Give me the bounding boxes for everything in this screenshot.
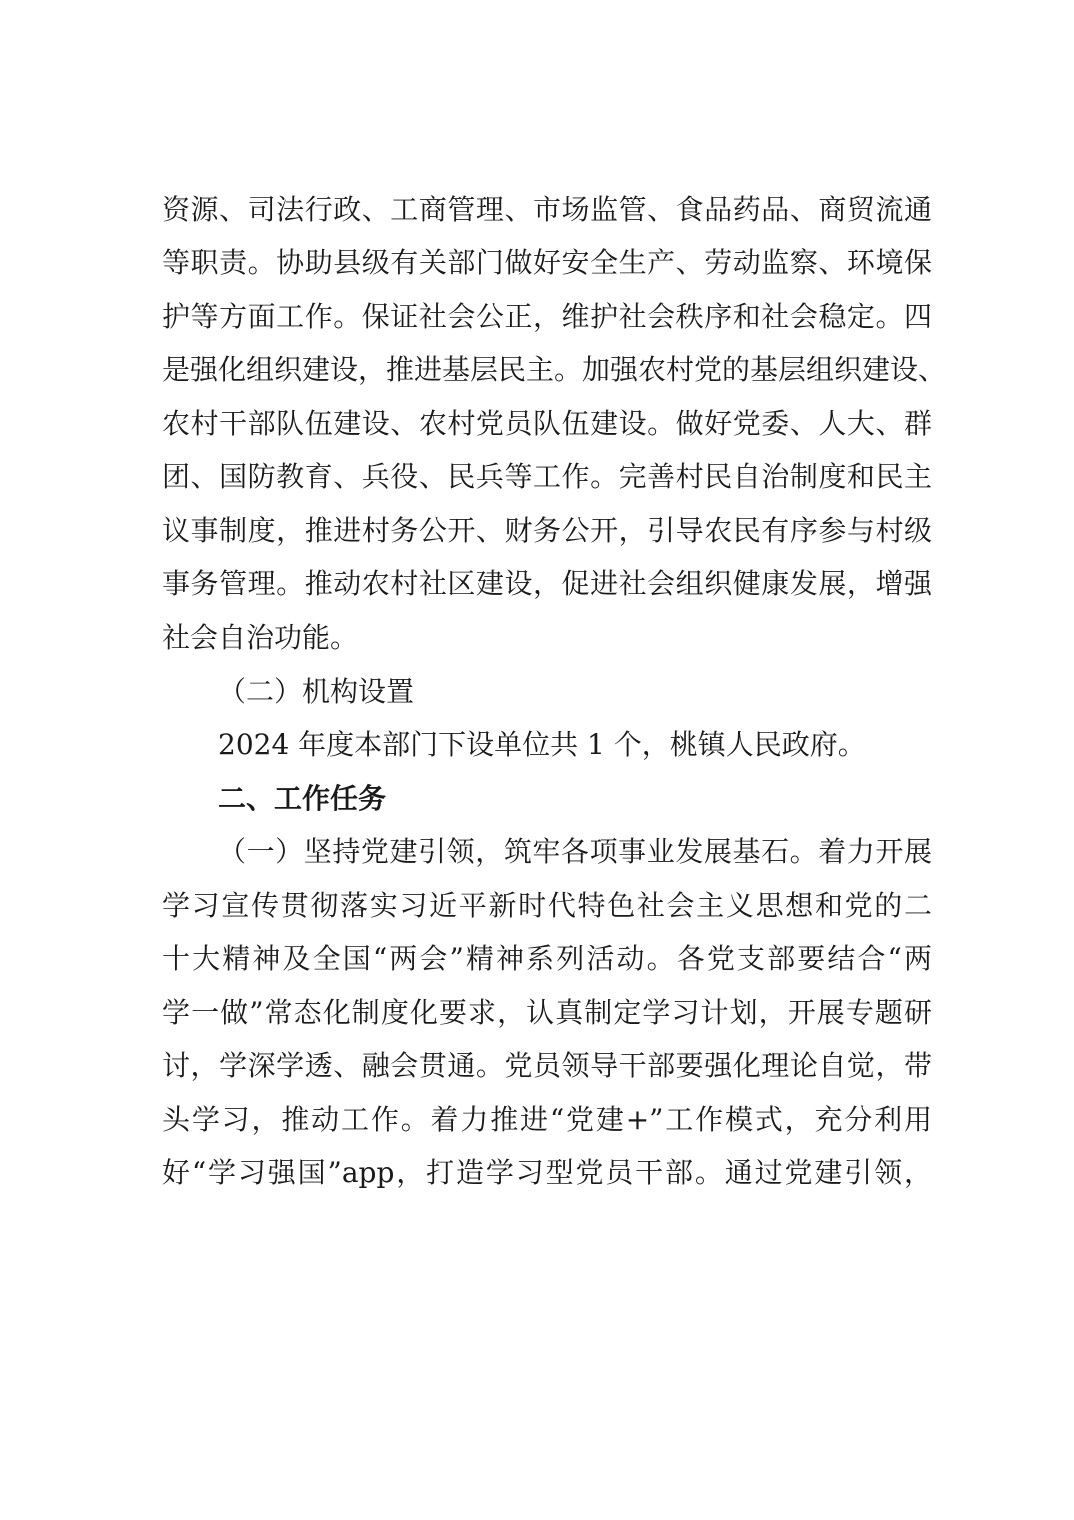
paragraph-line: 团、国防教育、兵役、民兵等工作。完善村民自治制度和民主: [162, 460, 932, 493]
paragraph-line: 是强化组织建设，推进基层民主。加强农村党的基层组织建设、: [162, 353, 947, 386]
paragraph-line: 讨，学深学透、融会贯通。党员领导干部要强化理论自觉，带: [162, 1049, 932, 1082]
paragraph-line: 事务管理。推动农村社区建设，促进社会组织健康发展，增强: [162, 567, 932, 600]
paragraph-line: （一）坚持党建引领，筑牢各项事业发展基石。着力开展: [218, 835, 932, 868]
paragraph-line: 等职责。协助县级有关部门做好安全生产、劳动监察、环境保: [162, 246, 932, 279]
paragraph-line: 头学习，推动工作。着力推进“党建+”工作模式，充分利用: [162, 1103, 932, 1136]
paragraph-line: 学习宣传贯彻落实习近平新时代特色社会主义思想和党的二: [162, 889, 932, 922]
paragraph-line: 学一做”常态化制度化要求，认真制定学习计划，开展专题研: [162, 996, 932, 1029]
subheading-institution-setup: （二）机构设置: [218, 675, 415, 708]
paragraph-line: 护等方面工作。保证社会公正，维护社会秩序和社会稳定。四: [162, 300, 932, 333]
paragraph-line: 农村干部队伍建设、农村党员队伍建设。做好党委、人大、群: [162, 407, 932, 440]
paragraph-line: 十大精神及全国“两会”精神系列活动。各党支部要结合“两: [162, 942, 932, 975]
paragraph-line: 好“学习强国”app，打造学习型党员干部。通过党建引领，: [162, 1156, 932, 1189]
section-heading-work-tasks: 二、工作任务: [218, 782, 387, 815]
paragraph-line-last: 社会自治功能。: [162, 621, 359, 654]
paragraph-line: 资源、司法行政、工商管理、市场监管、食品药品、商贸流通: [162, 193, 932, 226]
paragraph-line: 议事制度，推进村务公开、财务公开，引导农民有序参与村级: [162, 514, 932, 547]
unit-statement: 2024 年度本部门下设单位共 1 个，桃镇人民政府。: [218, 728, 866, 761]
